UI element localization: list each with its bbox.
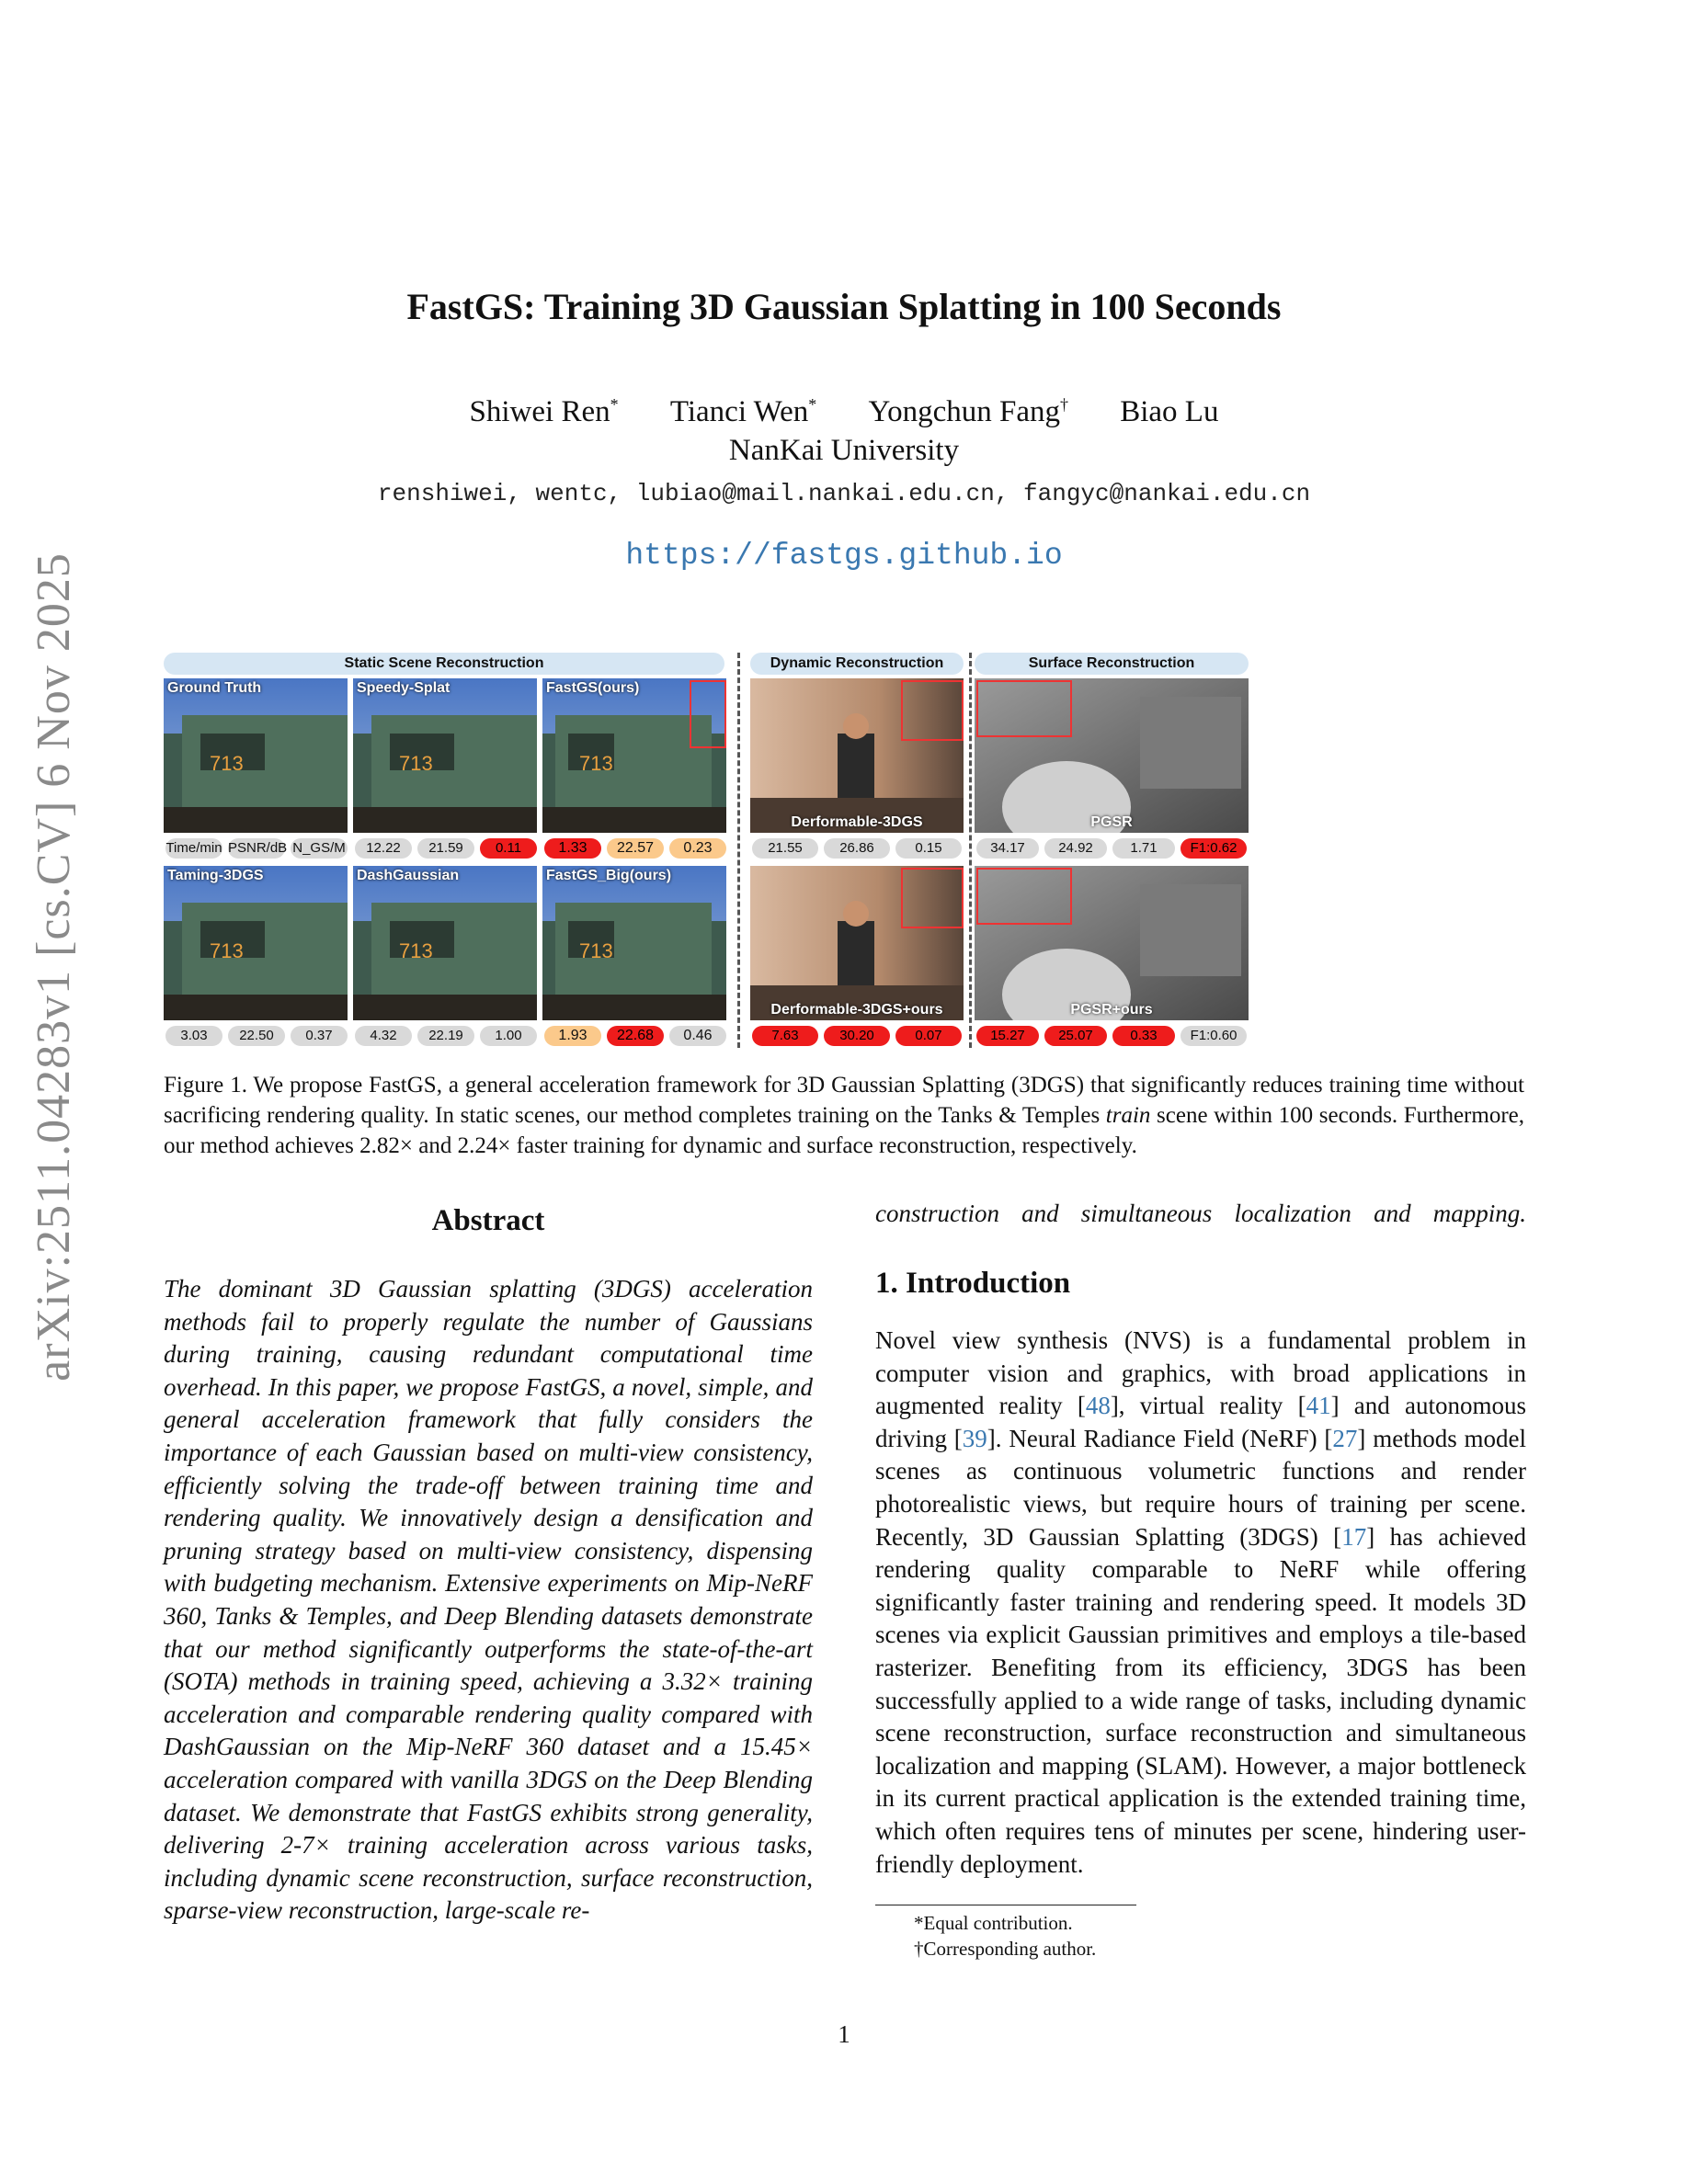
metric-pill: 25.07 — [1044, 1026, 1107, 1046]
author: Tianci Wen* — [669, 395, 817, 428]
citation-link[interactable]: 17 — [1341, 1522, 1367, 1551]
image-fastgs-ours — [542, 678, 726, 833]
metric-pill: 4.32 — [355, 1026, 412, 1046]
metric-pill: 0.23 — [669, 838, 726, 859]
section-header-dynamic: Dynamic Reconstruction — [750, 653, 964, 675]
image-fastgs-big-ours — [542, 866, 726, 1020]
panel-label: Ground Truth — [167, 680, 262, 696]
citation-link[interactable]: 41 — [1306, 1392, 1331, 1420]
metric-pill: 21.59 — [417, 838, 474, 859]
metric-pill: 7.63 — [752, 1026, 818, 1046]
image-taming-3dgs — [164, 866, 348, 1020]
image-dashgaussian — [353, 866, 537, 1020]
panel-label: PGSR — [1090, 814, 1133, 830]
section-header-static: Static Scene Reconstruction — [164, 653, 724, 675]
footnote-equal-contribution: *Equal contribution. — [914, 1912, 1073, 1934]
svg-text:713: 713 — [399, 752, 433, 775]
metric-pill: PSNR/dB — [228, 838, 285, 859]
panel-label: Derformable-3DGS+ours — [770, 1002, 943, 1018]
metric-pill: 22.68 — [607, 1026, 664, 1046]
panel-label: Taming-3DGS — [167, 868, 264, 883]
svg-text:713: 713 — [210, 752, 244, 775]
metric-pill: 0.15 — [895, 838, 962, 859]
page-number: 1 — [838, 2020, 850, 2048]
paper-title: FastGS: Training 3D Gaussian Splatting in 100 Seconds — [406, 286, 1282, 327]
divider — [969, 653, 972, 1048]
image-ground-truth — [164, 678, 348, 833]
svg-text:713: 713 — [210, 939, 244, 962]
metric-pill: 1.71 — [1112, 838, 1175, 859]
section-header-surface: Surface Reconstruction — [975, 653, 1249, 675]
arxiv-sidebar-stamp: arXiv:2511.04283v1 [cs.CV] 6 Nov 2025 — [28, 552, 80, 1382]
metric-pill: Time/min — [165, 838, 222, 859]
metric-pill: 22.19 — [417, 1026, 474, 1046]
author-emails: renshiwei, wentc, lubiao@mail.nankai.edu.cn, fangyc@nankai.edu.cn — [377, 480, 1311, 507]
author-list — [0, 395, 1688, 429]
citation-link[interactable]: 39 — [962, 1424, 987, 1452]
author: Shiwei Ren* — [469, 395, 619, 428]
panel-label: Derformable-3DGS — [791, 814, 923, 830]
footnote-corresponding-author: †Corresponding author. — [914, 1938, 1097, 1960]
metric-pill: F1:0.62 — [1180, 838, 1247, 859]
panel-label: FastGS(ours) — [546, 680, 640, 696]
panel-label: DashGaussian — [357, 868, 460, 883]
metric-pill: 1.00 — [480, 1026, 537, 1046]
image-dynamic-baseline — [750, 678, 964, 833]
metric-pill: 34.17 — [976, 838, 1039, 859]
metric-pill: 24.92 — [1044, 838, 1107, 859]
metric-pill: 0.33 — [1112, 1026, 1175, 1046]
abstract-continuation: construction and simultaneous localization and mapping. — [875, 1200, 1526, 1227]
citation-link[interactable]: 27 — [1332, 1424, 1358, 1452]
introduction-heading: 1. Introduction — [875, 1267, 1071, 1300]
image-surface-baseline — [975, 678, 1249, 833]
abstract-heading: Abstract — [431, 1204, 545, 1237]
svg-text:713: 713 — [399, 939, 433, 962]
image-surface-ours — [975, 866, 1249, 1020]
abstract-text: The dominant 3D Gaussian splatting (3DGS) acceleration methods fail to properly regulate the number of Gaussians during training, causing redundant computational time overhead. In this paper, we propose FastGS, a novel, simple, and general acceleration framework that fully considers the importance of each Gaussian based on multi-view consistency, efficiently solving the trade-off between training time and rendering quality. We innovatively design a densification and pruning strategy based on multi-view consistency, dispensing with budgeting mechanism. Extensive experiments on Mip-NeRF 360, Tanks & Temples, and Deep Blending datasets demonstrate that our method significantly outperforms the state-of-the-art (SOTA) methods in training speed, achieving a 3.32× training acceleration and comparable rendering quality compared with DashGaussian on the Mip-NeRF 360 dataset and a 15.45× acceleration compared with vanilla 3DGS on the Deep Blending dataset. We demonstrate that FastGS exhibits strong generality, delivering 2-7× training acceleration across various tasks, including dynamic scene reconstruction, surface reconstruction, sparse-view reconstruction, large-scale re- — [164, 1275, 813, 1925]
panel-label: Speedy-Splat — [357, 680, 451, 696]
image-speedy-splat — [353, 678, 537, 833]
project-url-link[interactable]: https://fastgs.github.io — [625, 539, 1063, 573]
metric-pill: 0.37 — [291, 1026, 348, 1046]
metric-pill: F1:0.60 — [1180, 1026, 1247, 1046]
metric-pill: 30.20 — [824, 1026, 890, 1046]
metric-pill: 12.22 — [355, 838, 412, 859]
metric-pill: 1.93 — [544, 1026, 601, 1046]
panel-label: PGSR+ours — [1070, 1002, 1153, 1018]
svg-text:713: 713 — [579, 939, 613, 962]
metric-pill: 26.86 — [824, 838, 890, 859]
author: Biao Lu — [1120, 395, 1219, 428]
metric-pill: 22.50 — [228, 1026, 285, 1046]
affiliation: NanKai University — [728, 434, 960, 467]
divider — [737, 653, 740, 1048]
metric-pill: 21.55 — [752, 838, 818, 859]
metric-pill: N_GS/M — [291, 838, 348, 859]
metric-pill: 0.46 — [669, 1026, 726, 1046]
metric-pill: 3.03 — [165, 1026, 222, 1046]
introduction-text: Novel view synthesis (NVS) is a fundamental problem in computer vision and graphics, with broad applications in augmented reality [48], virtual reality [41] and autonomous driving [39]. Neural Radiance Field (NeRF) [27] methods model scenes as continuous volumetric functions and render photorealistic views, but require hours of training per scene. Recently, 3D Gaussian Splatting (3DGS) [17] has achieved rendering quality comparable to NeRF while offering significantly faster training and rendering speed. It models 3D scenes via explicit Gaussian primitives and employs a tile-based rasterizer. Benefiting from its efficiency, 3DGS has been successfully applied to a wide range of tasks, including dynamic scene reconstruction, surface reconstruction and simultaneous localization and mapping (SLAM). However, a major bottleneck in its current practical application is the extended training time, which often requires tens of minutes per scene, hindering user-friendly deployment. — [875, 1326, 1527, 1878]
figure-1 — [164, 653, 1524, 1057]
image-dynamic-ours — [750, 866, 964, 1020]
panel-label: FastGS_Big(ours) — [546, 868, 672, 883]
svg-text:713: 713 — [579, 752, 613, 775]
citation-link[interactable]: 48 — [1085, 1392, 1111, 1420]
metric-pill: 0.11 — [480, 838, 537, 859]
author: Yongchun Fang† — [868, 395, 1068, 428]
metric-pill: 15.27 — [976, 1026, 1039, 1046]
metric-pill: 22.57 — [607, 838, 664, 859]
metric-pill: 0.07 — [895, 1026, 962, 1046]
figure-caption: Figure 1. We propose FastGS, a general acceleration framework for 3D Gaussian Splatting (3DGS) that significantly reduces training time without sacrificing rendering quality. In static scenes, our method completes training on the Tanks & Temples train scene within 100 seconds. Furthermore, our method achieves 2.82× and 2.24× faster training for dynamic and surface reconstruction, respectively. — [164, 1073, 1524, 1158]
metric-pill: 1.33 — [544, 838, 601, 859]
